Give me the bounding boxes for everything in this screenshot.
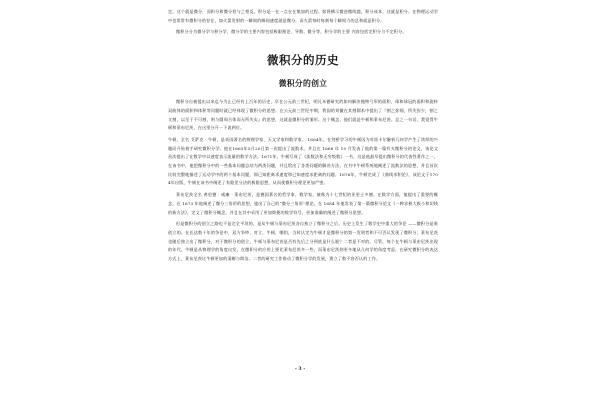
page-number: - 3 - xyxy=(294,367,306,372)
paragraph-top: 定。这个就是微分，而积分和微分恰与之相反。积分是一在一点在在集加的过程。如将横示微逆微线越，积分成本，这就是积分。在物理运动学中也常常有微积分的存在，如火箭发射的一瞬间的瞬间速度就是微分，而火箭每时每刻每个瞬间力的总和就是积分。 xyxy=(168,9,438,23)
section-title: 微积分的历史 xyxy=(267,53,339,68)
text-column xyxy=(168,8,438,264)
paragraph-newton: 牛顿，全名 艾萨克 · 牛顿，是英国著名的物理学家、天文学家和数学家。 1664年，在剑桥学习的牛顿因为对笛卡尔解析几何学产生了浓厚的兴趣而开始着手研究微积分学。他在1665年5月20日第一次提出了流数术，并且在 1666 年 10 月发表了他的第一篇有关微积分的论文，该论文首次提出了在数学中以速度表示流量的数学方法。1671年，牛顿写成了《流数法和无穷级数》一书，这是他最早提出微积分的代表性著作之一，在该书中，他把微积分中的一些基本问题总结为两类问题，并且给出了各类问题的解决方法。在书中牛顿系统地阐述了流数法的思想，并且首次比较完整地描述了运动学中的两个基本问题，即已知距离求速度和已知速度求距离的问题。1676年，牛顿完成了《曲线求积论》，该论文于1704年出版，牛顿在该书中阐述了有限差分法的极限思想，从而使微积分理论更加严密。 xyxy=(168,136,438,186)
section-subtitle: 微积分的创立 xyxy=(278,79,328,89)
paragraph-intro: 微积分分为微分学与积分学，微分学的主要内容包括极限理论、导数、微分等，积分学的主要 内容包括定积分与不定积分。 xyxy=(176,29,407,35)
paragraph-dispute: 但是微积分的创立之路也不是完全平坦的，是从牛顿与莱布尼茨各自独立了微积分之后，历史上发生了数学史中重大的争论 ——微积分是谁创立的。在长达数十年的争论中，双方争吵、对立，牛顿，哪怕，当时认定为牛顿才是微积分的第一发明者和不可否认发现了微积分，莱布尼茨也随后独立出了微积分，对于微积分的创立，牛顿与莱布尼茨是否有先后之分到底是什么呢？二者是不对的。尽管，每个在牛顿与莱布尼茨出现的年代，牛顿是从物理学的角度出发，在微积分的应用上要比莱布尼茨多一些，而莱布尼茨则更多地从几何学的角度考虑，在研究微积分的表达方式上，莱布尼茨比牛顿更加的清晰与简洁。二者的研究工作推动了微积分学的发展，建立了数不容否认的工作。 xyxy=(168,221,438,262)
paragraph-leibniz: 莱布尼茨全名 弗里德 · 威廉 · 莱布尼茨，是德国著名的哲学家、数学家，被称为十七世纪的亚里士多德。在数学方面，他提出了重要的概念。在 1673 年他阐述了微分三角形的思想，提出了自己的“微分三角形”理论。在 1684 年他发表了第一篇微积分论文《一种求极大极小和切线的新方法》，定义了微积分概念，并且在其中采用了更加简便的数学符号，更加准确的阐述了微积分思想。 xyxy=(168,192,438,215)
paragraph-history: 微积分自被提出以来迄今为止已经有上百年的历史，早在公元前三世纪，明凡米德研究的如何解决抛物弓形的面积、球和球冠的面积和旋转双曲体的面积和体积等问题时就已经体现了微积分的思想。在公元前三世纪中期，我国的刘徽在其割圆术中提出了『割之弥细，所失弥少，割之又割，以至于不可割，则与圆周合体而无所失矣』的思想，这就是微积分的雏形。这个概念，他们就是牛顿和莱布尼茨。总之一句话，我觉得牛顿和莱布尼茨，在这里分开一下说两位。 xyxy=(168,99,438,131)
